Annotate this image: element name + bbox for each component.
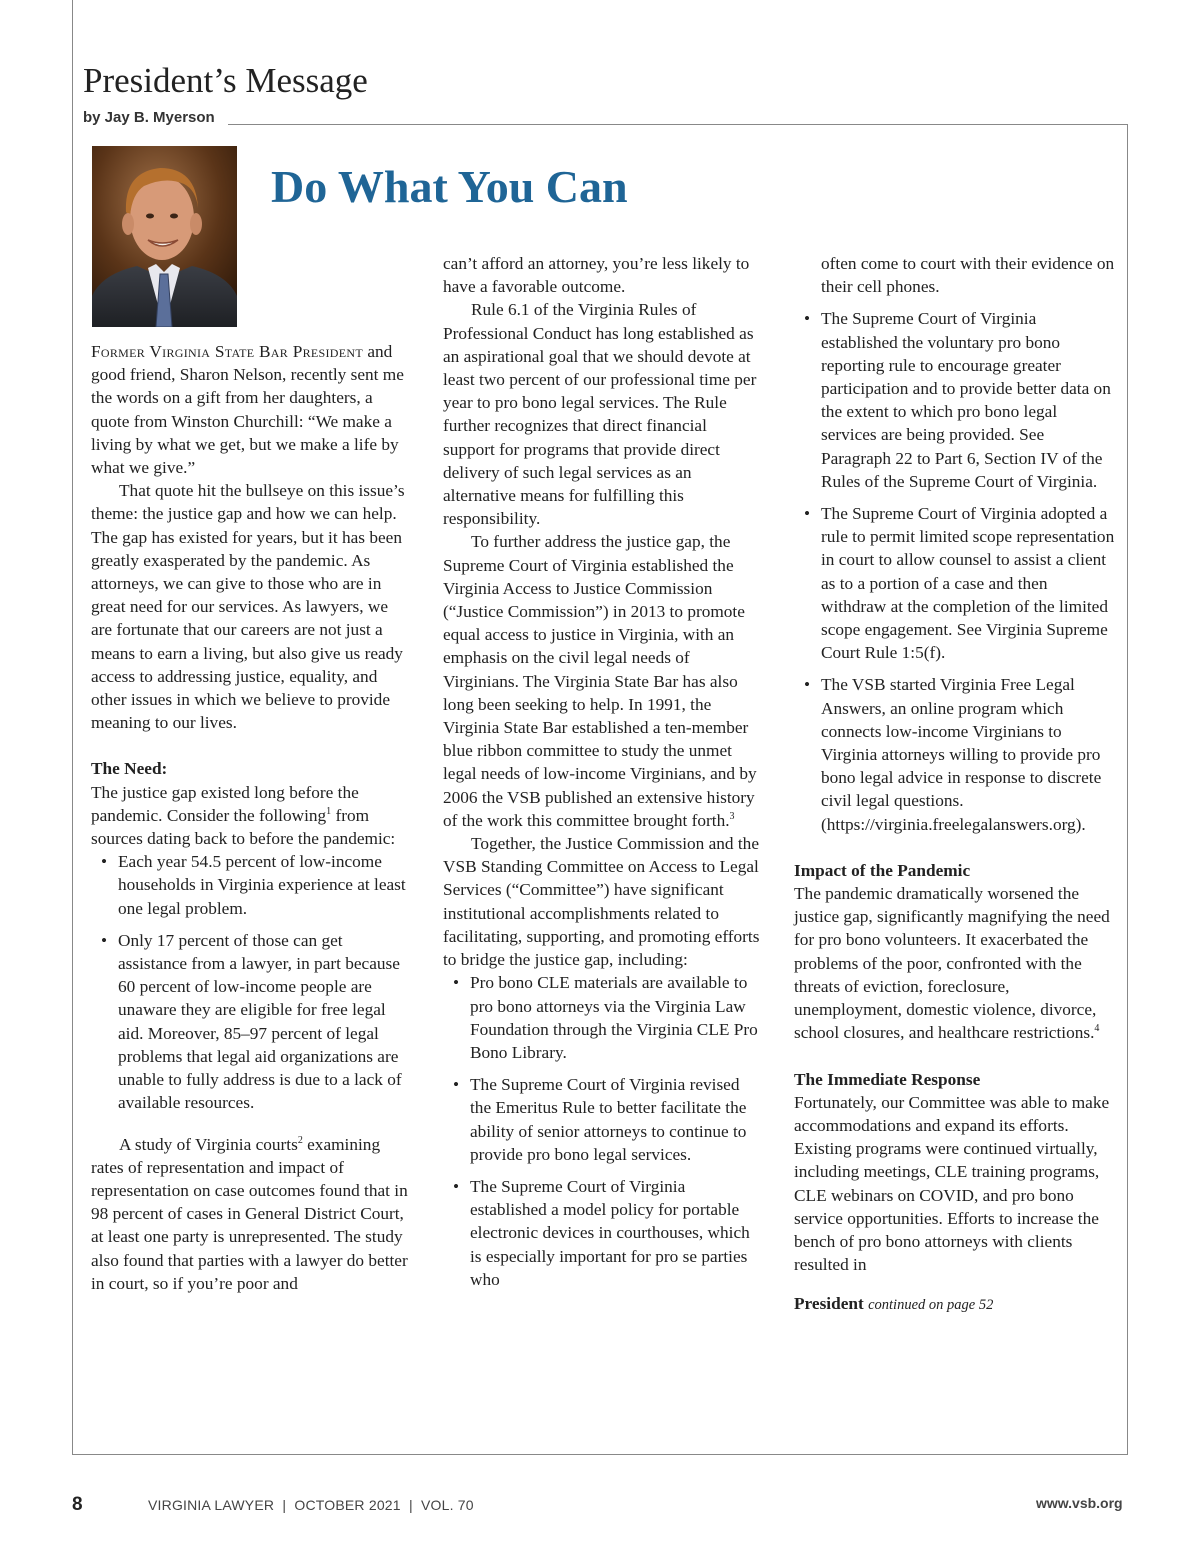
paragraph	[794, 882, 1116, 1044]
byline-rule	[228, 124, 1128, 125]
paragraph: can’t afford an attorney, you’re less likely to have a favorable outcome.	[443, 254, 750, 297]
continued-note: continued on page 52	[868, 1297, 994, 1314]
bullet-list	[443, 971, 761, 1291]
paragraph	[91, 781, 411, 851]
lead-in-small-caps: Former Virginia State Bar President	[91, 342, 364, 361]
paragraph-text: examining rates of representation and impact of representation on case outcomes found that in 98 percent of cases in General District Court, at least one party is unrepresented. The study also found that parties with a lawyer do better in court, so if you’re poor and	[91, 1134, 408, 1293]
paragraph-text: from sources dating back to before the pandemic:	[91, 805, 396, 849]
publication-info: VIRGINIA LAWYER | OCTOBER 2021 | VOL. 70	[148, 1497, 474, 1513]
bottom-rule	[72, 1454, 1128, 1455]
paragraph	[443, 530, 761, 832]
paragraph: Fortunately, our Committee was able to make accommodations and expand its efforts. Existing programs were continued virtually, including meetings, CLE training programs, CLE webinars on COVID, and pro bono service opportunities. Efforts to increase the bench of pro bono attorneys with clients resulted in	[794, 1092, 1110, 1275]
paragraph-text: To further address the justice gap, the Supreme Court of Virginia established the Virginia Access to Justice Commission (“Justice Commission”) in 2013 to promote equal access to justice in Virginia, with an emphasis on the civil legal needs of Virginians. The Virginia State Bar has also long been seeking to help. In 1991, the Virginia State Bar established a ten-member blue ribbon committee to study the unmet legal needs of low-income Virginians, and by 2006 the VSB published an extensive history of the work this committee brought forth.	[443, 532, 757, 830]
paragraph: Together, the Justice Commission and the VSB Standing Committee on Access to Legal Services (“Committee”) have significant institutional accomplishments related to facilitating, supporting, and promoting efforts to bridge the justice gap, including:	[443, 834, 760, 970]
byline: by Jay B. Myerson	[83, 109, 215, 126]
list-item: • The Supreme Court of Virginia revised the Emeritus Rule to better facilitate the ability of senior attorneys to continue to provide pro bono legal services.	[443, 1073, 761, 1166]
paragraph-text: The pandemic dramatically worsened the justice gap, significantly magnifying the need for pro bono volunteers. It exacerbated the problems of the poor, confronted with the threats of eviction, foreclosure, unemployment, domestic violence, divorce, school closures, and healthcare restrictions.	[794, 884, 1110, 1043]
footnote-ref: 3	[729, 810, 735, 822]
paragraph: That quote hit the bullseye on this issue’s theme: the justice gap and how we can help. The gap has existed for years, but it has been greatly exasperated by the pandemic. As attorneys, we can give to those who are in great need for our services. As lawyers, we are fortunate that our careers are not just a means to earn a living, but also give us ready access to addressing justice, equality, and other issues in which we believe to provide meaning to our lives.	[91, 481, 405, 733]
subheading-impact: Impact of the Pandemic	[794, 860, 971, 880]
footnote-ref: 1	[326, 805, 332, 817]
bullet-list	[91, 850, 411, 1114]
list-item: • The Supreme Court of Virginia established a model policy for portable electronic devices in courthouses, which is especially important for pro se parties who	[443, 1175, 761, 1291]
subheading-response: The Immediate Response	[794, 1069, 981, 1089]
list-item: • Only 17 percent of those can get assistance from a lawyer, in part because 60 percent of low-income people are unaware they are eligible for free legal aid. Moreover, 85–97 percent of legal problems that legal aid organizations are unable to fully address is due to a lack of available resources.	[91, 929, 411, 1115]
intro-text: and good friend, Sharon Nelson, recently sent me the words on a gift from her daughters, a quote from Winston Churchill: “We make a living by what we get, but we make a life by what we give.”	[91, 342, 404, 478]
paragraph-text: A study of Virginia courts	[119, 1134, 298, 1154]
subheading-the-need: The Need:	[91, 759, 168, 779]
section-title: President’s Message	[83, 61, 368, 100]
continued-label: President	[794, 1294, 864, 1314]
website-url[interactable]: www.vsb.org	[1036, 1495, 1123, 1511]
left-rule	[72, 0, 73, 1454]
page-number: 8	[72, 1494, 83, 1515]
footnote-ref: 4	[1094, 1023, 1100, 1035]
paragraph-text: The justice gap existed long before the pandemic. Consider the following	[91, 782, 359, 825]
list-item: • Each year 54.5 percent of low-income households in Virginia experience at least one legal problem.	[91, 850, 411, 920]
footnote-ref: 2	[297, 1134, 303, 1146]
column-1	[91, 340, 411, 1295]
column-3	[794, 252, 1116, 1318]
paragraph: Rule 6.1 of the Virginia Rules of Professional Conduct has long established as an aspirational goal that we should devote at least two percent of our professional time per year to pro bono legal services. The Rule further recognizes that direct financial support for programs that provide direct delivery of such legal services as an alternative means for fulfilling this responsibility.	[443, 300, 757, 529]
article-headline: Do What You Can	[271, 161, 628, 212]
list-item: • The Supreme Court of Virginia established the voluntary pro bono reporting rule to encourage greater participation and to provide better data on the extent to which pro bono legal services are being provided. See Paragraph 22 to Part 6, Section IV of the Rules of the Supreme Court of Virginia.	[794, 307, 1116, 493]
portrait-photo	[92, 146, 237, 327]
continued-line	[794, 1292, 1116, 1317]
list-item-continued: often come to court with their evidence on their cell phones.	[821, 254, 1115, 297]
bullet-list	[794, 307, 1116, 835]
list-item: • The Supreme Court of Virginia adopted a rule to permit limited scope representation in court to allow counsel to assist a client as to a portion of a case and then withdraw at the completion of the limited scope engagement. See Virginia Supreme Court Rule 1:5(f).	[794, 502, 1116, 664]
right-rule	[1127, 124, 1128, 1454]
list-item: • The VSB started Virginia Free Legal Answers, an online program which connects low-income Virginians to Virginia attorneys willing to provide pro bono legal advice in response to discrete civil legal questions. (https://virginia.freelegalanswers.org).	[794, 673, 1116, 835]
list-item: • Pro bono CLE materials are available to pro bono attorneys via the Virginia Law Foundation through the Virginia CLE Pro Bono Library.	[443, 971, 761, 1064]
intro-paragraph	[91, 340, 411, 479]
paragraph	[91, 1133, 411, 1295]
column-2	[443, 252, 761, 1300]
